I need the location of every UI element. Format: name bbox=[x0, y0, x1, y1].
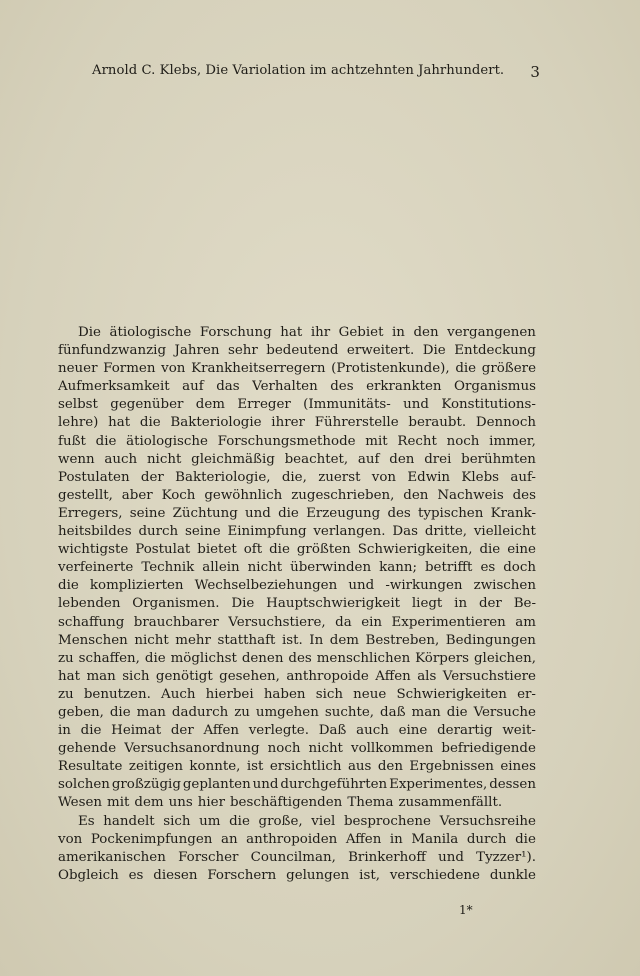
text-line: Menschen nicht mehr statthaft ist. In dem Bestreben, Bedingungen bbox=[58, 632, 536, 648]
text-line: die komplizierten Wechselbeziehungen und -wirkungen zwischen bbox=[58, 578, 536, 594]
text-line: zu benutzen. Auch hierbei haben sich neue Schwierigkeiten er- bbox=[58, 686, 536, 702]
text-line: gestellt, aber Koch gewöhnlich zugeschrieben, den Nachweis des bbox=[58, 487, 536, 503]
text-line: neuer Formen von Krankheitserregern (Protistenkunde), die größere bbox=[58, 361, 536, 377]
text-line: in die Heimat der Affen verlegte. Daß auch eine derartig weit- bbox=[58, 723, 536, 739]
text-line: hat man sich genötigt gesehen, anthropoide Affen als Versuchstiere bbox=[58, 668, 536, 684]
running-title: Arnold C. Klebs, Die Variolation im achtzehnten Jahrhundert. bbox=[92, 63, 505, 78]
text-line: geben, die man dadurch zu umgehen suchte, daß man die Versuche bbox=[58, 704, 536, 720]
text-line: verfeinerte Technik allein nicht überwinden kann; betrifft es doch bbox=[58, 560, 536, 576]
signature-mark: 1* bbox=[459, 903, 473, 917]
text-line: Es handelt sich um die große, viel besprochene Versuchsreihe bbox=[78, 813, 536, 829]
text-line: Obgleich es diesen Forschern gelungen ist, verschiedene dunkle bbox=[58, 867, 536, 883]
text-line: Erregers, seine Züchtung und die Erzeugung des typischen Krank- bbox=[58, 505, 536, 521]
text-line: gehende Versuchsanordnung noch nicht vollkommen befriedigende bbox=[58, 741, 536, 757]
text-line: Postulaten der Bakteriologie, die, zuerst von Edwin Klebs auf- bbox=[58, 469, 536, 485]
text-line: amerikanischen Forscher Councilman, Brinkerhoff und Tyzzer¹). bbox=[58, 849, 536, 865]
text-line: fußt die ätiologische Forschungsmethode mit Recht noch immer, bbox=[58, 433, 536, 449]
text-line: heitsbildes durch seine Einimpfung verlangen. Das dritte, vielleicht bbox=[58, 524, 536, 540]
text-line: Aufmerksamkeit auf das Verhalten des erkrankten Organismus bbox=[58, 379, 536, 395]
text-line: lehre) hat die Bakteriologie ihrer Führerstelle beraubt. Dennoch bbox=[58, 415, 536, 431]
running-header bbox=[92, 63, 540, 81]
text-line: zu schaffen, die möglichst denen des menschlichen Körpers gleichen, bbox=[58, 650, 536, 666]
text-line: Wesen mit dem uns hier beschäftigenden Thema zusammenfällt. bbox=[58, 795, 503, 811]
text-line: wichtigste Postulat bietet oft die größten Schwierigkeiten, die eine bbox=[58, 542, 536, 558]
text-line: schaffung brauchbarer Versuchstiere, da ein Experimentieren am bbox=[58, 614, 536, 630]
text-line: Die ätiologische Forschung hat ihr Gebiet in den vergangenen bbox=[78, 325, 536, 340]
text-line: Resultate zeitigen konnte, ist ersichtlich aus den Ergebnissen eines bbox=[58, 759, 536, 775]
text-line: selbst gegenüber dem Erreger (Immunitäts- und Konstitutions- bbox=[58, 397, 536, 413]
body-text bbox=[58, 324, 536, 885]
page-number: 3 bbox=[530, 63, 540, 81]
text-line: fünfundzwanzig Jahren sehr bedeutend erweitert. Die Entdeckung bbox=[58, 343, 536, 359]
text-line: lebenden Organismen. Die Hauptschwierigkeit liegt in der Be- bbox=[58, 596, 536, 612]
text-line: solchen großzügig geplanten und durchgeführten Experimentes, dessen bbox=[58, 777, 536, 793]
text-line: von Pockenimpfungen an anthropoiden Affen in Manila durch die bbox=[58, 831, 536, 847]
text-line: wenn auch nicht gleichmäßig beachtet, auf den drei berühmten bbox=[58, 451, 536, 467]
